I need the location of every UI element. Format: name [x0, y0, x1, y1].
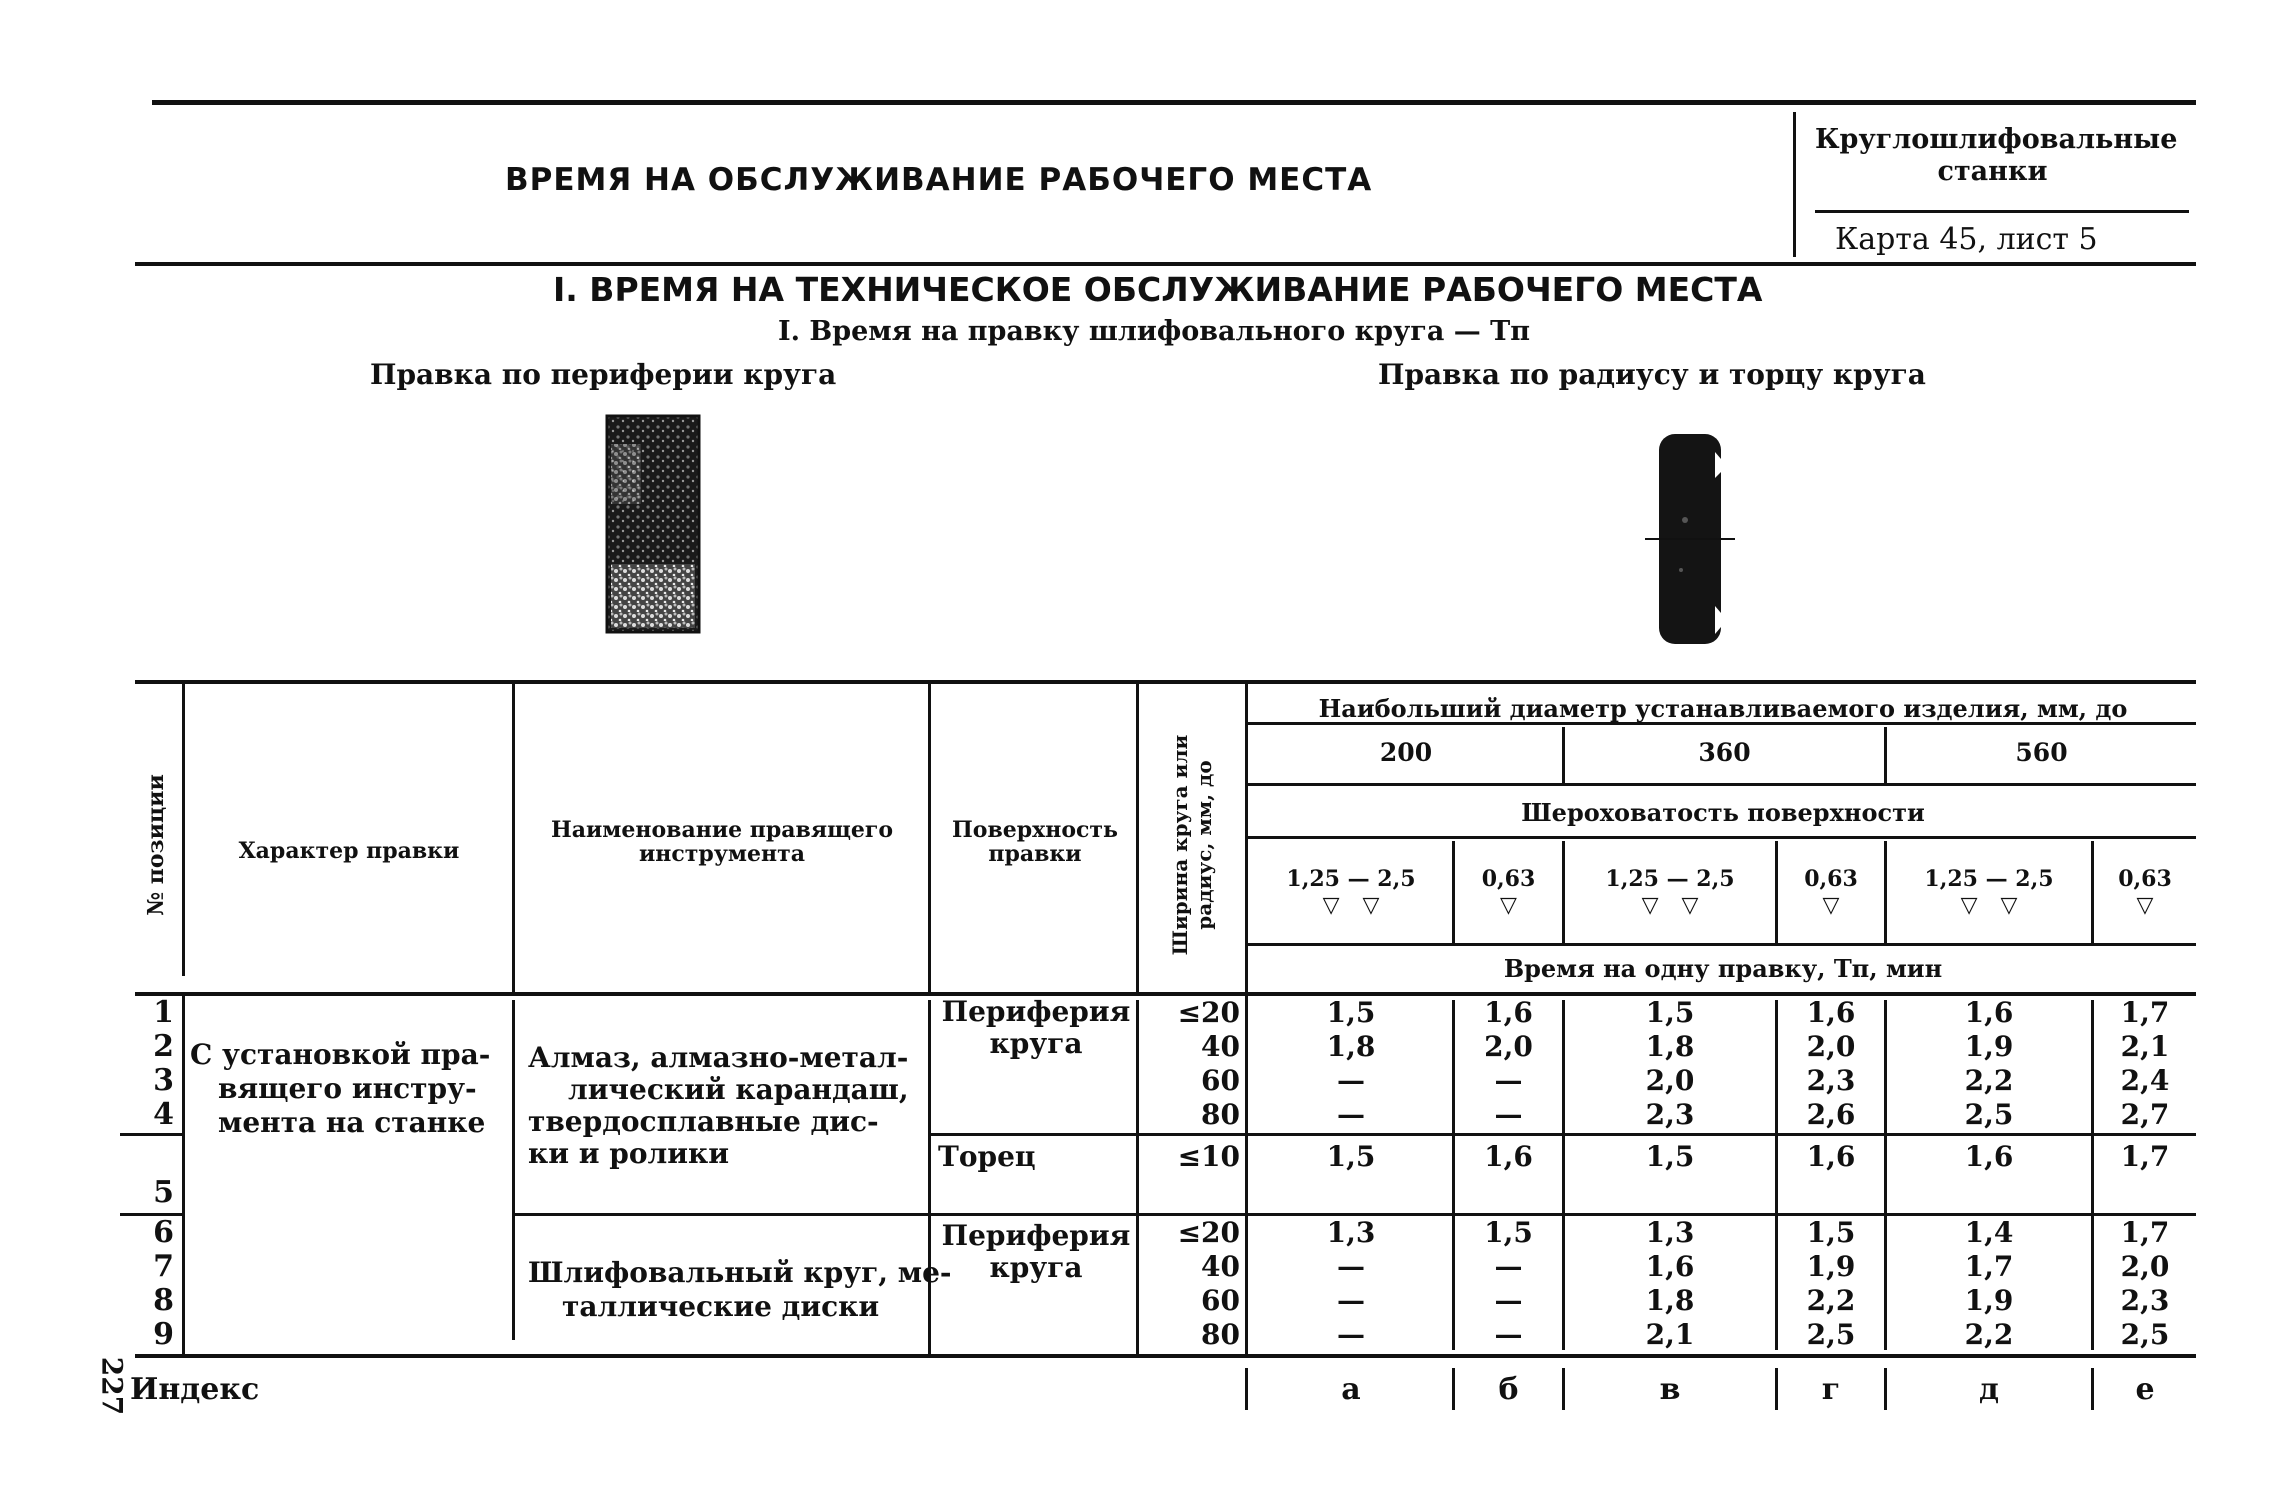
value-column — [1887, 996, 2091, 1132]
table-cell: — — [1494, 1284, 1523, 1317]
width-value: ≤20 — [1177, 996, 1240, 1029]
surface-line: Периферия — [941, 995, 1131, 1028]
table-cell: 1,5 — [1484, 1216, 1533, 1249]
table-cell: 1,6 — [1484, 1140, 1533, 1173]
pos-1: 1 — [153, 995, 174, 1030]
header-bottom-rule — [135, 262, 2196, 266]
table-cell: 1,5 — [1806, 1216, 1856, 1249]
value-column — [1455, 1140, 1562, 1174]
table-cell: 1,3 — [1645, 1216, 1695, 1249]
header-time-per-dressing: Время на одну правку, Tп, мин — [1503, 954, 1943, 983]
section-title: I. ВРЕМЯ НА ТЕХНИЧЕСКОЕ ОБСЛУЖИВАНИЕ РАБОЧЕГО МЕСТА — [553, 270, 1763, 309]
surface-periphery-2 — [938, 1220, 1134, 1284]
header-diam-200: 200 — [1379, 738, 1433, 767]
table-cell: 2,5 — [1964, 1098, 2014, 1131]
grinding-wheel-periphery-illustration — [605, 414, 701, 634]
header-surface — [940, 818, 1130, 866]
rough-e-text: 1,25 — 2,5 — [1924, 866, 2054, 892]
table-cell: 1,7 — [1964, 1250, 2014, 1283]
index-letter: в — [1659, 1372, 1681, 1407]
tool-line: ки и ролики — [528, 1137, 730, 1170]
table-cell: 1,6 — [1964, 1140, 2014, 1173]
caption-radius-face: Правка по радиусу и торцу круга — [1378, 358, 1926, 391]
pos-7: 7 — [153, 1249, 174, 1284]
table-top-rule — [135, 680, 2196, 684]
vr-body-char — [512, 1000, 515, 1340]
table-bottom-rule — [135, 1354, 2196, 1358]
value-column — [2094, 1216, 2196, 1352]
rule-roughness — [1245, 836, 2196, 839]
card-number: Карта 45, лист 5 — [1835, 222, 2098, 257]
width-value: 40 — [1201, 1030, 1240, 1063]
table-cell: 2,5 — [1806, 1318, 1856, 1351]
header-width — [1142, 700, 1242, 990]
table-cell: 2,3 — [1806, 1064, 1856, 1097]
table-cell: — — [1337, 1064, 1365, 1097]
vr-surface — [1136, 684, 1139, 992]
header-width-text: Ширина круга или радиус, мм, до — [1168, 734, 1216, 956]
width-value: 60 — [1201, 1284, 1240, 1317]
tool-line: Алмаз, алмазно-метал- — [528, 1041, 909, 1074]
index-letter: е — [2135, 1372, 2155, 1407]
header-tool-text: Наименование правящего инструмента — [550, 817, 894, 867]
table-cell: 1,9 — [1806, 1250, 1856, 1283]
widths-group-1 — [1142, 996, 1240, 1132]
vr-width — [1245, 684, 1248, 992]
width-value: 60 — [1201, 1064, 1240, 1097]
table-cell: 1,5 — [1645, 996, 1695, 1029]
value-column — [2094, 1140, 2196, 1174]
header-tool — [520, 818, 924, 866]
table-cell: 1,5 — [1326, 996, 1376, 1029]
pos-3: 3 — [153, 1063, 174, 1098]
table-cell: 2,0 — [1484, 1030, 1533, 1063]
width-value: 80 — [1201, 1098, 1240, 1131]
rule-rough-values — [1245, 943, 2196, 946]
table-cell: 1,6 — [1806, 996, 1856, 1029]
table-cell: 2,0 — [1645, 1064, 1695, 1097]
table-cell: — — [1494, 1098, 1523, 1131]
table-cell: 1,9 — [1964, 1030, 2014, 1063]
value-column — [1887, 1140, 2091, 1174]
value-column — [1565, 996, 1775, 1132]
card-rule — [1815, 210, 2189, 213]
value-column — [1250, 1216, 1452, 1352]
vr-body-surface — [1136, 1000, 1139, 1354]
rough-c-text: 1,25 — 2,5 — [1605, 866, 1735, 892]
surface-line: Периферия — [941, 1219, 1131, 1252]
rough-c — [1565, 866, 1775, 918]
value-column — [1455, 996, 1562, 1132]
width-value: 80 — [1201, 1318, 1240, 1351]
vr-idx0 — [1245, 1368, 1248, 1410]
table-cell: 1,6 — [1964, 996, 2014, 1029]
index-letter: г — [1821, 1372, 1841, 1407]
width-value: ≤20 — [1177, 1216, 1240, 1249]
tool-group-1 — [528, 1042, 909, 1170]
header-max-diameter: Наибольший диаметр устанавливаемого изделия, мм, до — [1318, 694, 2128, 723]
surface-face: Торец — [938, 1140, 1036, 1173]
rough-a-text: 1,25 — 2,5 — [1286, 866, 1416, 892]
pos-2: 2 — [153, 1029, 174, 1064]
table-cell: 1,8 — [1326, 1030, 1376, 1063]
value-column — [1250, 1140, 1452, 1174]
vr-pos — [182, 684, 185, 976]
value-column — [1565, 1140, 1775, 1174]
vr-body-width — [1245, 996, 1248, 1354]
rough-b-text: 0,63 — [1481, 866, 1536, 892]
triangle-icon: ▽ ▽ — [1960, 892, 2018, 918]
grinding-wheel-radius-illustration — [1645, 430, 1735, 648]
rough-b — [1455, 866, 1562, 918]
table-cell: 2,0 — [2120, 1250, 2170, 1283]
surface-line: круга — [989, 1251, 1083, 1284]
table-cell: 1,7 — [2120, 1216, 2170, 1249]
triangle-icon: ▽ — [1500, 892, 1517, 918]
caption-periphery: Правка по периферии круга — [370, 358, 837, 391]
table-cell: — — [1494, 1318, 1523, 1351]
vr-tool — [928, 684, 931, 992]
width-face: ≤10 — [1177, 1140, 1240, 1173]
triangle-icon: ▽ — [2136, 892, 2154, 918]
surface-line: круга — [989, 1027, 1083, 1060]
table-cell: 1,6 — [1484, 996, 1533, 1029]
rough-a — [1250, 866, 1452, 918]
table-cell: 2,0 — [1806, 1030, 1856, 1063]
value-column — [2094, 996, 2196, 1132]
pos-6: 6 — [153, 1215, 174, 1250]
triangle-icon: ▽ ▽ — [1322, 892, 1380, 918]
table-cell: 2,5 — [2120, 1318, 2170, 1351]
vr-body-pos — [182, 996, 185, 1354]
machine-type — [1815, 124, 2178, 188]
header-character: Характер правки — [238, 838, 460, 864]
machine-type-text: Круглошлифовальные станки — [1815, 124, 2178, 187]
table-cell: 2,6 — [1806, 1098, 1856, 1131]
tool-group-2 — [528, 1256, 952, 1324]
pos-5: 5 — [153, 1175, 174, 1210]
index-letter: а — [1341, 1372, 1361, 1407]
pos-4: 4 — [153, 1097, 174, 1132]
table-cell: 2,3 — [1645, 1098, 1695, 1131]
table-cell: — — [1337, 1250, 1365, 1283]
table-cell: 2,2 — [1806, 1284, 1856, 1317]
table-cell: — — [1337, 1098, 1365, 1131]
value-column — [1778, 1140, 1884, 1174]
table-cell: 1,6 — [1645, 1250, 1695, 1283]
index-label: Индекс — [130, 1372, 260, 1407]
table-cell: 2,2 — [1964, 1064, 2014, 1097]
table-cell: 2,4 — [2120, 1064, 2170, 1097]
character-line: вящего инстру- — [218, 1072, 477, 1105]
index-letter: д — [1979, 1372, 1999, 1407]
page-title: ВРЕМЯ НА ОБСЛУЖИВАНИЕ РАБОЧЕГО МЕСТА — [505, 162, 1373, 198]
header-roughness: Шероховатость поверхности — [1521, 798, 1925, 827]
character-line: С установкой пра- — [190, 1038, 491, 1071]
page-number: 227 — [95, 1356, 129, 1416]
rough-e — [1887, 866, 2091, 918]
table-cell: — — [1337, 1318, 1365, 1351]
triangle-icon: ▽ ▽ — [1641, 892, 1699, 918]
table-cell: 2,3 — [2120, 1284, 2170, 1317]
value-column — [1778, 996, 1884, 1132]
widths-group-2 — [1142, 1216, 1240, 1352]
index-letter: б — [1498, 1372, 1519, 1407]
triangle-icon: ▽ — [1822, 892, 1840, 918]
pos-9: 9 — [153, 1317, 174, 1352]
value-column — [1565, 1216, 1775, 1352]
table-cell: 1,8 — [1645, 1284, 1695, 1317]
tool-line: лический карандаш, — [568, 1073, 909, 1106]
value-column — [1455, 1216, 1562, 1352]
table-cell: — — [1494, 1250, 1523, 1283]
table-cell: 1,6 — [1806, 1140, 1856, 1173]
rule-after-row4 — [120, 1133, 182, 1136]
table-cell: 1,9 — [1964, 1284, 2014, 1317]
top-rule — [152, 100, 2196, 105]
table-cell: 1,7 — [2120, 1140, 2170, 1173]
table-cell: — — [1337, 1284, 1365, 1317]
section-subtitle: I. Время на правку шлифовального круга — Tп — [778, 316, 1530, 347]
character-line: мента на станке — [218, 1106, 486, 1139]
header-surface-text: Поверхность правки — [952, 817, 1118, 867]
tool-line: Шлифовальный круг, ме- — [528, 1256, 952, 1289]
header-diam-360: 360 — [1698, 738, 1751, 767]
vr-char — [512, 684, 515, 992]
tool-line: твердосплавные дис- — [528, 1105, 879, 1138]
table-cell: 1,5 — [1326, 1140, 1376, 1173]
rule-diam — [1245, 783, 2196, 786]
table-cell: 1,7 — [2120, 996, 2170, 1029]
table-cell: — — [1494, 1064, 1523, 1097]
surface-periphery-1 — [938, 996, 1134, 1060]
header-position: № позиции — [143, 774, 169, 916]
table-cell: 2,7 — [2120, 1098, 2170, 1131]
table-cell: 2,2 — [1964, 1318, 2014, 1351]
width-value: 40 — [1201, 1250, 1240, 1283]
table-cell: 1,5 — [1645, 1140, 1695, 1173]
tool-line: таллические диски — [562, 1290, 880, 1323]
value-column — [1778, 1216, 1884, 1352]
header-divider — [1793, 112, 1796, 257]
rough-f — [2094, 866, 2196, 918]
rough-d-text: 0,63 — [1804, 866, 1858, 892]
rough-f-text: 0,63 — [2118, 866, 2172, 892]
header-diam-560: 560 — [2015, 738, 2068, 767]
table-cell: 1,3 — [1326, 1216, 1376, 1249]
value-column — [1250, 996, 1452, 1132]
table-cell: 1,8 — [1645, 1030, 1695, 1063]
value-column — [1887, 1216, 2091, 1352]
table-cell: 1,4 — [1964, 1216, 2014, 1249]
rough-d — [1778, 866, 1884, 918]
character-cell — [190, 1038, 490, 1140]
table-cell: 2,1 — [1645, 1318, 1695, 1351]
table-cell: 2,1 — [2120, 1030, 2170, 1063]
pos-8: 8 — [153, 1283, 174, 1318]
